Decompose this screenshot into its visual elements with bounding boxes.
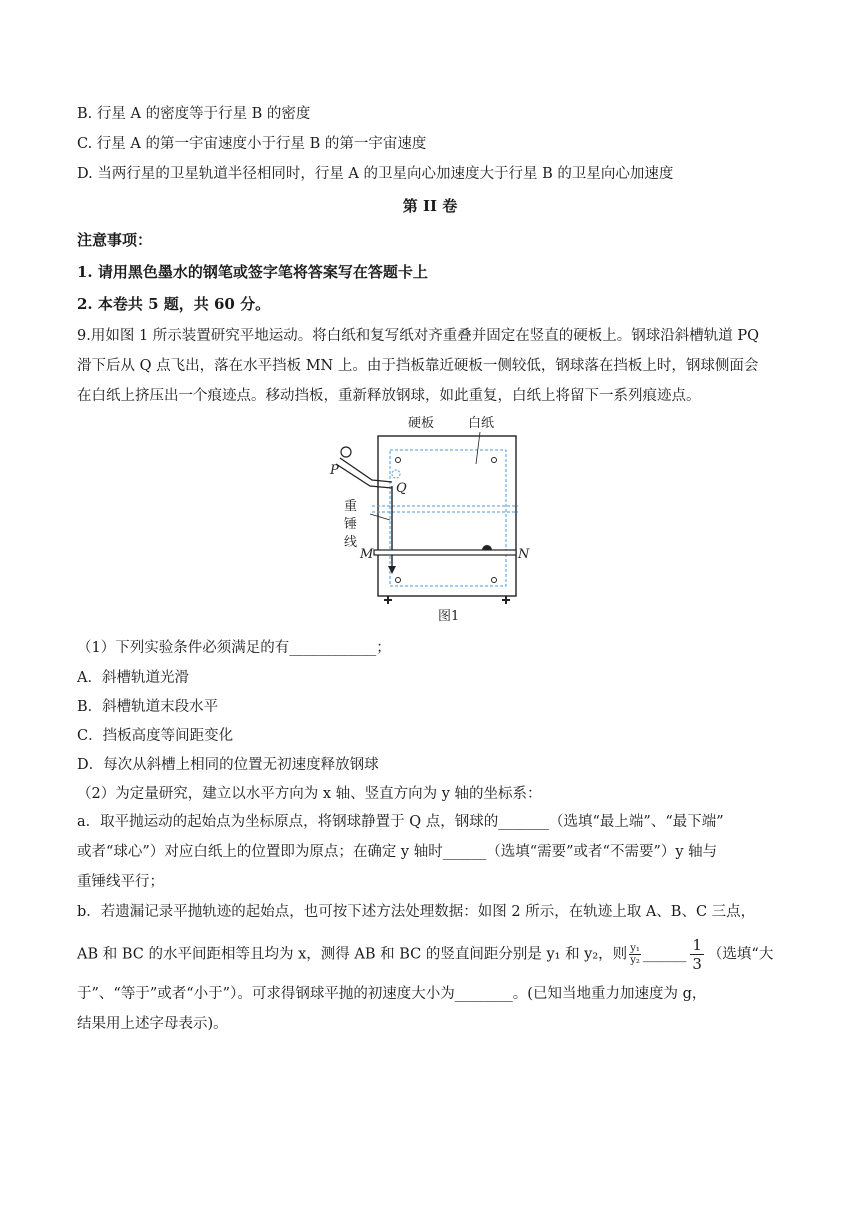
ball-on-chute	[341, 447, 351, 457]
figure-caption: 图1	[438, 609, 460, 624]
note-1: 1. 请用黑色墨水的钢笔或签字笔将答案写在答题卡上	[77, 263, 428, 281]
q9-b-line-2	[77, 936, 773, 973]
label-q: Q	[396, 481, 407, 496]
label-board: 硬板	[408, 416, 435, 431]
plumb-bob	[388, 566, 396, 574]
option-d: D. 当两行星的卫星轨道半径相同时，行星 A 的卫星向心加速度大于行星 B 的卫星向心加速度	[77, 166, 674, 182]
option-b: B. 行星 A 的密度等于行星 B 的密度	[77, 106, 311, 122]
q9-a-line-1: a．取平抛运动的起始点为坐标原点，将钢球静置于 Q 点，钢球的_______（选填“最上端”、“最下端”	[77, 814, 724, 830]
third-den: 3	[692, 955, 702, 973]
b-line-2-pre: AB 和 BC 的水平间距相等且均为 x，测得 AB 和 BC 的竖直间距分别是 y₁ 和 y₂，则	[77, 946, 628, 963]
q9-b-line-3: 于”、“等于”或者“小于”）。可求得钢球平抛的初速度大小为________。(已知当地重力加速度为 g，	[77, 986, 707, 1002]
label-p: P	[330, 463, 339, 478]
label-plumb-2: 锤	[344, 517, 358, 532]
ratio-den: y₂	[630, 955, 640, 966]
q9-a-line-2: 或者“球心”）对应白纸上的位置即为原点；在确定 y 轴时______（选填“需要”或者“不需要”）y 轴与	[77, 844, 718, 860]
compare-blank: ______	[642, 946, 687, 963]
white-paper	[390, 450, 506, 586]
foot-left	[384, 596, 392, 604]
q9-b-line-1: b．若遗漏记录平抛轨迹的起始点，也可按下述方法处理数据：如图 2 所示，在轨迹上取 A、B、C 三点，	[77, 904, 756, 920]
figure-1	[320, 410, 540, 630]
choice-c: C．挡板高度等间距变化	[77, 728, 234, 744]
trace-dot	[482, 545, 492, 550]
choice-a: A．斜槽轨道光滑	[77, 670, 189, 686]
ball-at-q	[392, 470, 400, 478]
plumb-label-pointer	[370, 514, 390, 520]
third-num: 1	[692, 936, 702, 954]
q9-part2: （2）为定量研究，建立以水平方向为 x 轴、竖直方向为 y 轴的坐标系：	[77, 786, 542, 802]
label-plumb-3: 线	[344, 535, 358, 550]
ratio-y1-y2	[629, 943, 641, 966]
choice-b: B．斜槽轨道末段水平	[77, 699, 219, 715]
screw-br	[492, 578, 497, 583]
section-title: 第 II 卷	[402, 197, 458, 215]
paper-pointer	[476, 432, 480, 464]
note-2: 2. 本卷共 5 题，共 60 分。	[77, 295, 271, 313]
q9-intro-2: 滑下后从 Q 点飞出，落在水平挡板 MN 上。由于挡板靠近硬板一侧较低，钢球落在挡板上时，钢球侧面会	[77, 358, 759, 374]
q9-intro-1: 9.用如图 1 所示装置研究平地运动。将白纸和复写纸对齐重叠并固定在竖直的硬板上。钢球沿斜槽轨道 PQ	[77, 328, 760, 344]
hard-board	[378, 436, 516, 596]
option-c: C. 行星 A 的第一宇宙速度小于行星 B 的第一宇宙速度	[77, 136, 427, 152]
ratio-num: y₁	[630, 943, 640, 954]
q9-part1: （1）下列实验条件必须满足的有____________；	[77, 640, 391, 656]
label-plumb-1: 重	[344, 499, 358, 514]
q9-intro-3: 在白纸上挤压出一个痕迹点。移动挡板，重新释放钢球，如此重复，白纸上将留下一系列痕迹点。	[77, 388, 701, 404]
screw-tr	[492, 458, 497, 463]
label-paper: 白纸	[468, 416, 495, 431]
baffle-mn	[374, 550, 516, 555]
label-n: N	[518, 547, 530, 562]
b-line-2-post: （选填“大	[707, 946, 774, 963]
chute-pq	[336, 458, 392, 488]
q9-a-line-3: 重锤线平行；	[77, 874, 164, 890]
foot-right	[502, 596, 510, 604]
notes-title: 注意事项：	[77, 231, 153, 249]
choice-d: D．每次从斜槽上相同的位置无初速度释放钢球	[77, 757, 379, 773]
q9-b-line-4: 结果用上述字母表示)。	[77, 1016, 228, 1032]
screw-bl	[396, 578, 401, 583]
screw-tl	[396, 458, 401, 463]
one-third	[690, 936, 704, 973]
label-m: M	[360, 547, 374, 562]
